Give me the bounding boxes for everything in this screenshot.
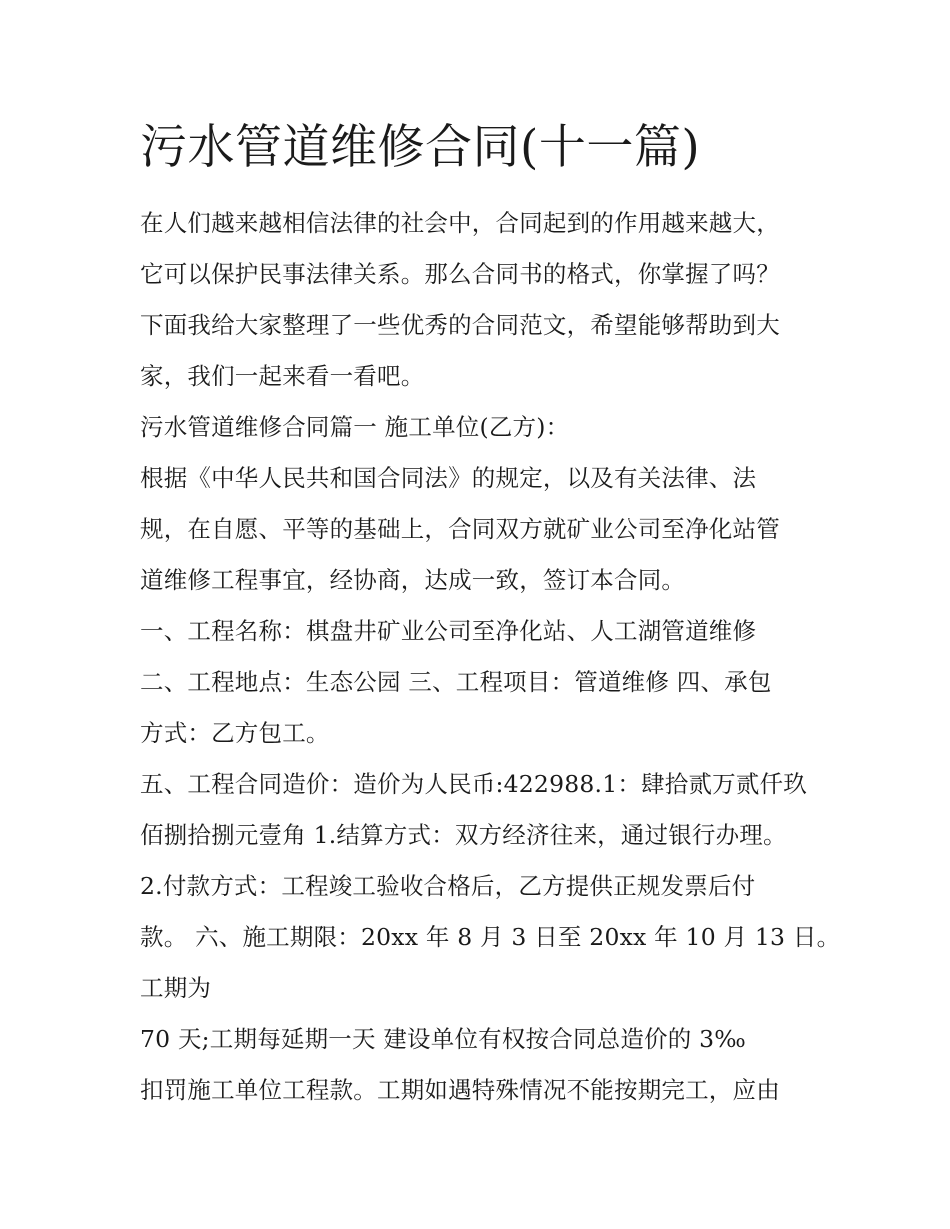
body-line: 在人们越来越相信法律的社会中，合同起到的作用越来越大， (140, 209, 780, 237)
body-line: 70 天;工期每延期一天 建设单位有权按合同总造价的 3‰ (140, 1025, 747, 1053)
body-line: 二、工程地点：生态公园 三、工程项目：管道维修 四、承包 (140, 668, 772, 696)
body-line: 工期为 (140, 974, 212, 1002)
body-line: 款。 六、施工期限：20xx 年 8 月 3 日至 20xx 年 10 月 13 日。 (140, 923, 841, 951)
body-line: 扣罚施工单位工程款。工期如遇特殊情况不能按期完工，应由 (140, 1076, 780, 1104)
body-line: 下面我给大家整理了一些优秀的合同范文，希望能够帮助到大 (140, 311, 780, 339)
body-line: 它可以保护民事法律关系。那么合同书的格式，你掌握了吗？ (140, 260, 780, 288)
body-line: 一、工程名称：棋盘井矿业公司至净化站、人工湖管道维修 (140, 617, 757, 645)
body-line: 方式：乙方包工。 (140, 719, 330, 747)
body-line: 污水管道维修合同篇一 施工单位(乙方)： (140, 413, 570, 441)
document-title: 污水管道维修合同(十一篇) (140, 120, 701, 175)
body-line: 佰捌拾捌元壹角 1.结算方式：双方经济往来，通过银行办理。 (140, 821, 787, 849)
body-line: 五、工程合同造价：造价为人民币:422988.1：肆拾贰万贰仟玖 (140, 770, 807, 798)
body-line: 根据《中华人民共和国合同法》的规定，以及有关法律、法 (140, 464, 757, 492)
body-line: 规，在自愿、平等的基础上，合同双方就矿业公司至净化站管 (140, 515, 780, 543)
body-line: 道维修工程事宜，经协商，达成一致，签订本合同。 (140, 566, 686, 594)
body-line: 2.付款方式：工程竣工验收合格后，乙方提供正规发票后付 (140, 872, 756, 900)
body-line: 家，我们一起来看一看吧。 (140, 362, 425, 390)
document-body (140, 198, 841, 1116)
